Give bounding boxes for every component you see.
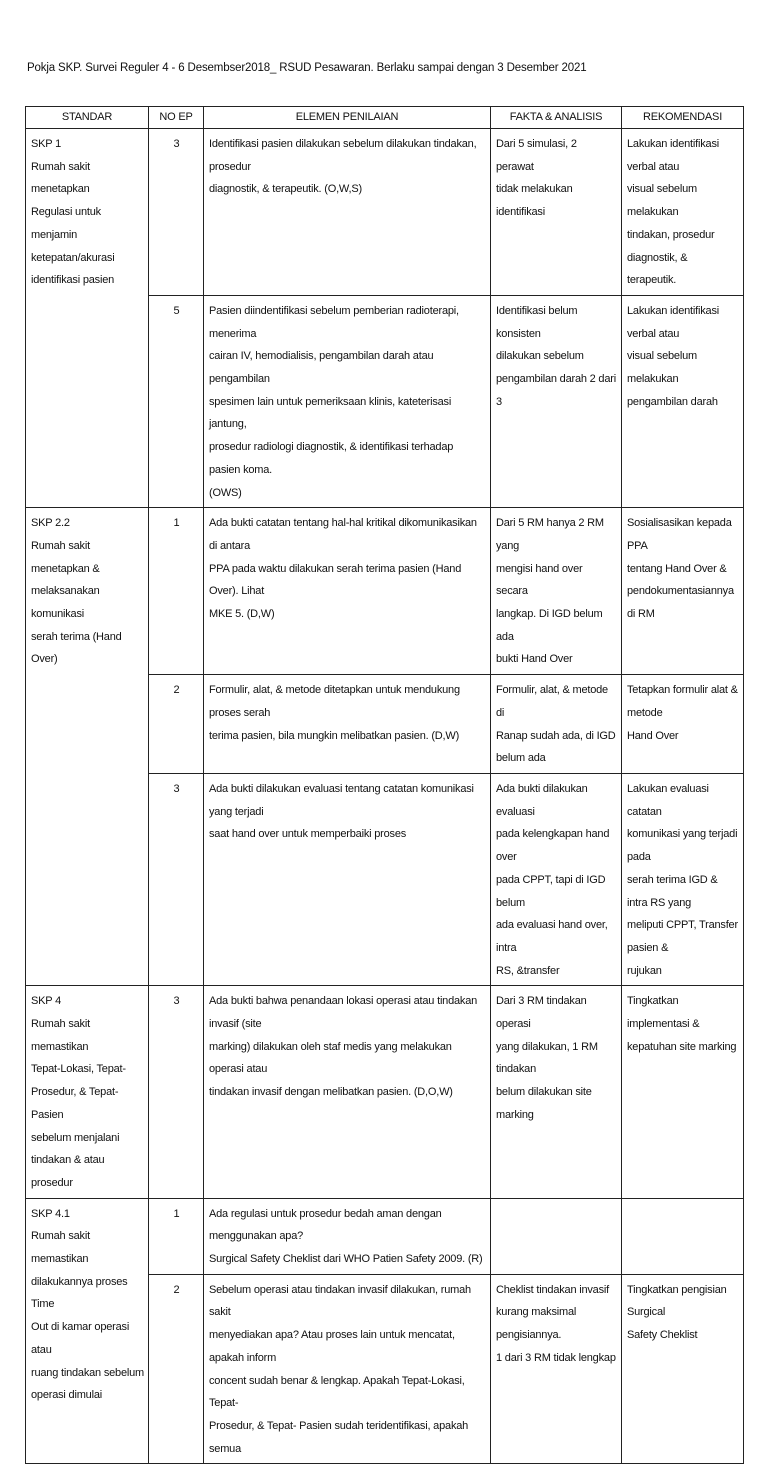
fact-cell xyxy=(491,295,622,507)
fact-cell xyxy=(491,773,622,985)
standard-cell xyxy=(26,1198,149,1464)
standard-cell xyxy=(26,986,149,1198)
column-header-elemen-penilaian: ELEMEN PENILAIAN xyxy=(204,107,491,129)
recommendation-line: Lakukan identifikasi verbal atau xyxy=(627,304,720,340)
element-cell xyxy=(204,508,491,675)
recommendation-cell xyxy=(622,675,744,774)
recommendation-line: visual sebelum melakukan xyxy=(627,183,697,219)
element-line: Surgical Safety Cheklist dari WHO Patien Safety 2009. (R) xyxy=(209,1253,483,1266)
table-row xyxy=(26,508,744,675)
element-line: MKE 5. (D,W) xyxy=(209,608,275,621)
element-cell xyxy=(204,986,491,1198)
recommendation-line: Lakukan identifikasi verbal atau xyxy=(627,138,720,173)
recommendation-line: rujukan xyxy=(627,964,662,977)
ep-number-cell: 3 xyxy=(149,773,204,985)
fact-line: pada CPPT, tapi di IGD belum xyxy=(496,873,606,909)
element-line: menyediakan apa? Atau proses lain untuk mencatat, apakah inform xyxy=(209,1329,455,1364)
fact-line: dilakukan sebelum xyxy=(496,350,584,363)
standard-line: Rumah sakit memastikan xyxy=(31,1230,90,1266)
recommendation-line: komunikasi yang terjadi pada xyxy=(627,828,738,864)
element-cell xyxy=(204,1274,491,1464)
fact-line: RS, &transfer xyxy=(496,964,560,977)
element-line: Pasien diindentifikasi sebelum pemberian radioterapi, menerima xyxy=(209,304,459,340)
standard-line: operasi dimulai xyxy=(31,1389,102,1402)
element-line: PPA pada waktu dilakukan serah terima pasien (Hand Over). Lihat xyxy=(209,562,462,598)
table-row xyxy=(26,986,744,1198)
table-header-row xyxy=(26,107,744,129)
column-header-rekomendasi: REKOMENDASI xyxy=(622,107,744,129)
standard-line: Rumah sakit menetapkan xyxy=(31,160,90,196)
standard-line: ruang tindakan sebelum xyxy=(31,1366,145,1379)
standard-line: SKP 2.2 xyxy=(31,517,70,530)
element-line: Identifikasi pasien dilakukan sebelum dilakukan tindakan, prosedur xyxy=(209,138,477,173)
standard-line: Regulasi untuk menjamin xyxy=(31,206,101,241)
fact-line: belum ada xyxy=(496,752,546,765)
standard-line: Out di kamar operasi atau xyxy=(31,1321,130,1356)
fact-line: Ada bukti dilakukan evaluasi xyxy=(496,782,588,818)
standard-line: ketepatan/akurasi xyxy=(31,251,115,264)
recommendation-line: pengambilan darah xyxy=(627,395,718,408)
element-cell xyxy=(204,773,491,985)
fact-cell xyxy=(491,675,622,774)
recommendation-line: meliputi CPPT, Transfer pasien & xyxy=(627,919,738,954)
fact-line: langkap. Di IGD belum ada xyxy=(496,608,603,643)
recommendation-line: Tingkatkan implementasi & xyxy=(627,995,700,1031)
table-row xyxy=(26,1198,744,1274)
recommendation-cell xyxy=(622,129,744,296)
recommendation-line: kepatuhan site marking xyxy=(627,1040,737,1053)
recommendation-line: serah terima IGD & intra RS yang xyxy=(627,873,718,909)
recommendation-line: Sosialisasikan kepada PPA xyxy=(627,517,732,552)
standard-line: Tepat-Lokasi, Tepat- xyxy=(31,1063,126,1076)
element-line: diagnostik, & terapeutik. (O,W,S) xyxy=(209,183,362,196)
fact-line: pada kelengkapan hand over xyxy=(496,828,610,864)
recommendation-line: Tingkatkan pengisian Surgical xyxy=(627,1283,727,1319)
fact-line: pengambilan darah 2 dari 3 xyxy=(496,373,616,408)
recommendation-cell xyxy=(622,1198,744,1274)
fact-line: 1 dari 3 RM tidak lengkap xyxy=(496,1351,616,1364)
standard-cell xyxy=(26,508,149,986)
recommendation-cell xyxy=(622,1274,744,1464)
fact-line: Dari 5 simulasi, 2 perawat xyxy=(496,138,577,173)
ep-number-cell: 1 xyxy=(149,1198,204,1274)
element-line: Ada bukti bahwa penandaan lokasi operasi atau tindakan invasif (site xyxy=(209,995,478,1031)
standard-line: serah terima (Hand Over) xyxy=(31,630,122,666)
element-line: Sebelum operasi atau tindakan invasif dilakukan, rumah sakit xyxy=(209,1283,471,1319)
standard-line: tindakan & atau prosedur xyxy=(31,1154,105,1189)
ep-number-cell: 3 xyxy=(149,986,204,1198)
column-header-standar: STANDAR xyxy=(26,107,149,129)
column-header-no-ep: NO EP xyxy=(149,107,204,129)
recommendation-cell xyxy=(622,986,744,1198)
element-line: Ada regulasi untuk prosedur bedah aman dengan menggunakan apa? xyxy=(209,1207,442,1243)
element-line: tindakan invasif dengan melibatkan pasien. (D,O,W) xyxy=(209,1086,453,1099)
fact-line: Formulir, alat, & metode di xyxy=(496,684,608,719)
standard-cell xyxy=(26,129,149,508)
ep-number-cell: 5 xyxy=(149,295,204,507)
fact-line: kurang maksimal xyxy=(496,1306,577,1319)
fact-line: Dari 3 RM tindakan operasi xyxy=(496,995,587,1031)
fact-line: tidak melakukan identifikasi xyxy=(496,183,573,219)
recommendation-cell xyxy=(622,295,744,507)
fact-line: belum dilakukan site marking xyxy=(496,1086,592,1121)
element-line: Formulir, alat, & metode ditetapkan untuk mendukung proses serah xyxy=(209,684,460,719)
column-header-fakta-analisis: FAKTA & ANALISIS xyxy=(491,107,622,129)
recommendation-line: Tetapkan formulir alat & metode xyxy=(627,684,738,719)
recommendation-line: terapeutik. xyxy=(627,274,677,287)
standard-line: dilakukannya proses Time xyxy=(31,1275,128,1311)
standard-line: Rumah sakit menetapkan & xyxy=(31,539,100,575)
fact-line: Cheklist tindakan invasif xyxy=(496,1283,610,1296)
recommendation-line: pendokumentasiannya di RM xyxy=(627,585,734,621)
fact-cell xyxy=(491,986,622,1198)
element-line: saat hand over untuk memperbaiki proses xyxy=(209,828,407,841)
standard-line: Rumah sakit memastikan xyxy=(31,1018,90,1053)
recommendation-line: tentang Hand Over & xyxy=(627,562,727,575)
standard-line: Prosedur, & Tepat- Pasien xyxy=(31,1086,119,1121)
document-header: Pokja SKP. Survei Reguler 4 - 6 Desembser2018_ RSUD Pesawaran. Berlaku sampai dengan 3 Desember 2021 xyxy=(27,62,587,74)
fact-cell xyxy=(491,129,622,296)
fact-line: Ranap sudah ada, di IGD xyxy=(496,729,616,742)
standard-line: sebelum menjalani xyxy=(31,1131,120,1144)
fact-cell xyxy=(491,508,622,675)
fact-line: pengisiannya. xyxy=(496,1329,562,1342)
element-cell xyxy=(204,295,491,507)
element-line: (OWS) xyxy=(209,486,242,499)
standard-line: identifikasi pasien xyxy=(31,274,115,287)
recommendation-line: tindakan, prosedur diagnostik, & xyxy=(627,228,715,264)
fact-cell xyxy=(491,1198,622,1274)
recommendation-cell xyxy=(622,773,744,985)
recommendation-line: visual sebelum melakukan xyxy=(627,350,697,386)
ep-number-cell: 1 xyxy=(149,508,204,675)
element-line: concent sudah benar & lengkap. Apakah Tepat-Lokasi, Tepat- xyxy=(209,1374,465,1410)
element-line: cairan IV, hemodialisis, pengambilan darah atau pengambilan xyxy=(209,350,434,386)
recommendation-cell xyxy=(622,508,744,675)
recommendation-line: Lakukan evaluasi catatan xyxy=(627,782,709,818)
standard-line: melaksanakan komunikasi xyxy=(31,585,100,621)
element-line: spesimen lain untuk pemeriksaan klinis, kateterisasi jantung, xyxy=(209,395,452,431)
element-cell xyxy=(204,1198,491,1274)
element-cell xyxy=(204,675,491,774)
element-line: Ada bukti dilakukan evaluasi tentang catatan komunikasi yang terjadi xyxy=(209,782,474,818)
ep-number-cell: 2 xyxy=(149,1274,204,1464)
assessment-table xyxy=(25,106,744,1464)
ep-number-cell: 2 xyxy=(149,675,204,774)
element-line: Ada bukti catatan tentang hal-hal kritikal dikomunikasikan di antara xyxy=(209,517,477,552)
fact-line: mengisi hand over secara xyxy=(496,562,583,598)
element-line: terima pasien, bila mungkin melibatkan pasien. (D,W) xyxy=(209,729,460,742)
fact-line: Identifikasi belum konsisten xyxy=(496,304,578,340)
recommendation-line: Safety Cheklist xyxy=(627,1329,698,1342)
ep-number-cell: 3 xyxy=(149,129,204,296)
standard-line: SKP 4.1 xyxy=(31,1207,70,1220)
recommendation-line: Hand Over xyxy=(627,729,679,742)
element-line: marking) dilakukan oleh staf medis yang melakukan operasi atau xyxy=(209,1040,452,1076)
fact-cell xyxy=(491,1274,622,1464)
element-cell xyxy=(204,129,491,296)
standard-line: SKP 4 xyxy=(31,995,61,1008)
fact-line: ada evaluasi hand over, intra xyxy=(496,919,608,954)
fact-line: bukti Hand Over xyxy=(496,653,573,666)
table-row xyxy=(26,129,744,296)
element-line: Prosedur, & Tepat- Pasien sudah teridentifikasi, apakah semua xyxy=(209,1419,469,1455)
fact-line: Dari 5 RM hanya 2 RM yang xyxy=(496,517,604,552)
fact-line: yang dilakukan, 1 RM tindakan xyxy=(496,1040,598,1076)
standard-line: SKP 1 xyxy=(31,138,61,150)
element-line: prosedur radiologi diagnostik, & identifikasi terhadap pasien koma. xyxy=(209,441,454,476)
